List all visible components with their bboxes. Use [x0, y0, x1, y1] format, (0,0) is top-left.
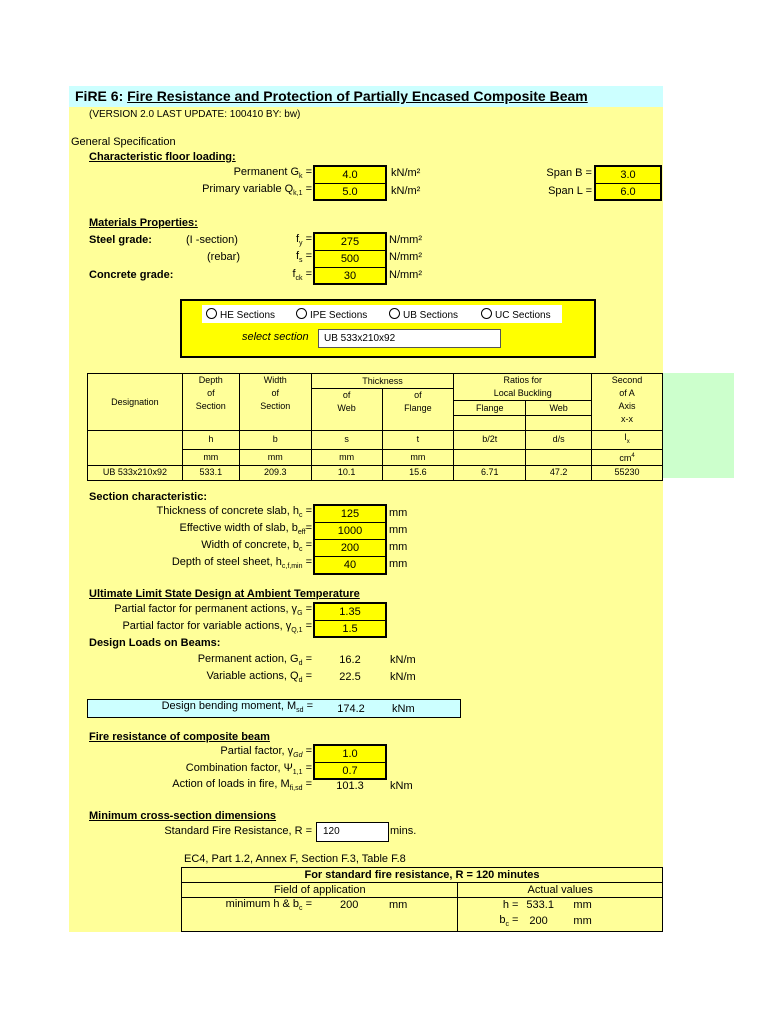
floor-loading-heading: Characteristic floor loading:	[89, 151, 236, 163]
sym-b: b	[239, 431, 311, 450]
fck-label: $f_{ck}$ =	[292, 268, 312, 283]
fy-unit: N/mm²	[389, 234, 422, 246]
fy-label: $f_y$ =	[295, 233, 312, 248]
symbol-spacer	[88, 431, 183, 466]
span-inputs	[594, 165, 662, 201]
ratios-h1: Ratios for	[503, 375, 542, 385]
web2-header: Web	[526, 401, 592, 416]
width-header	[239, 374, 311, 431]
radio-uc-sections[interactable]	[481, 308, 551, 321]
concrete-width-unit: mm	[389, 541, 408, 553]
action-fire-text: Action of loads in fire, M	[172, 778, 290, 790]
variable-label: Primary variable $Q_{k,1}$ =	[202, 183, 312, 198]
unit-t: mm	[382, 449, 454, 465]
uls-heading: Ultimate Limit State Design at Ambient Temperature	[89, 588, 360, 600]
fs-label: $f_s$ =	[295, 250, 312, 265]
fs-sub: s	[299, 257, 303, 265]
radio-uc-label: UC Sections	[495, 310, 551, 321]
fire-pf-sub: Gd	[293, 752, 303, 760]
pf-var-label: Partial factor for variable actions, $\gamma_{Q,1}$ =	[122, 620, 312, 635]
width-h2: of	[271, 388, 279, 398]
unit-b: mm	[239, 449, 311, 465]
steel-grade-label: Steel grade:	[89, 234, 152, 246]
sym-ds: d/s	[526, 431, 592, 450]
pf-var-sub: Q,1	[291, 627, 303, 635]
fck-sub: ck	[295, 275, 303, 283]
min-hb-sub: c	[299, 905, 303, 913]
cell-depth: 533.1	[182, 465, 239, 480]
cell-ratio-flange: 6.71	[454, 465, 526, 480]
cell-width: 209.3	[239, 465, 311, 480]
spanL-input[interactable]: 6.0	[620, 186, 636, 198]
axis-h1: Axis	[618, 401, 636, 411]
gd-value: 16.2	[339, 654, 361, 666]
unit-ix-sup: 4	[631, 452, 635, 459]
title-prefix: FiRE 6:	[75, 88, 128, 104]
psi-label: Combination factor, $\Psi_{1,1}$ =	[185, 762, 312, 777]
pf-var-input[interactable]: 1.5	[342, 623, 358, 635]
sym-s: s	[311, 431, 382, 450]
gd-sub: d	[298, 660, 303, 668]
permanent-label: Permanent $G_k$ =	[233, 166, 312, 181]
action-fire-unit: kNm	[390, 780, 413, 792]
cell-ratio-web: 47.2	[526, 465, 592, 480]
page-title	[75, 88, 588, 104]
radio-he-label: HE Sections	[220, 310, 276, 321]
table-overflow-fill	[663, 373, 734, 478]
slab-thickness-text: Thickness of concrete slab, h	[156, 505, 300, 517]
permanent-unit: kN/m²	[391, 167, 421, 179]
fire-resistance-unit: mins.	[390, 825, 417, 837]
gd-label: Permanent action, $G_d$ =	[197, 653, 312, 668]
unit-h: mm	[182, 449, 239, 465]
sym-h: h	[182, 431, 239, 450]
section-char-inputs	[313, 504, 387, 575]
qd-text: Variable actions, Q	[206, 670, 299, 682]
fire-resistance-table	[181, 867, 663, 932]
permanent-sub: k	[299, 173, 303, 181]
msd-unit: kNm	[392, 703, 415, 715]
steel-sheet-text: Depth of steel sheet, h	[171, 556, 282, 568]
web-h2: Web	[337, 403, 356, 413]
fck-unit: N/mm²	[389, 269, 422, 281]
slab-width-sub: eff	[297, 529, 306, 537]
spanB-input[interactable]: 3.0	[596, 167, 660, 184]
width-h1: Width	[263, 375, 287, 385]
cell-ix: 55230	[592, 465, 663, 480]
depth-header	[182, 374, 239, 431]
title-main: Fire Resistance and Protection of Partially Encased Composite Beam	[127, 88, 588, 104]
slab-width-text: Effective width of slab, b	[179, 522, 298, 534]
flange-h1: of	[414, 390, 422, 400]
h-label: h =	[502, 899, 519, 911]
materials-heading: Materials Properties:	[89, 217, 198, 229]
materials-inputs	[313, 232, 387, 285]
flange-h2: Flange	[404, 403, 432, 413]
min-hb-label: minimum h & $b_c$ =	[225, 898, 312, 913]
sym-ix	[592, 431, 663, 450]
ratios-h2: Local Buckling	[493, 388, 552, 398]
second-moment-header	[592, 374, 663, 431]
radio-ipe-sections[interactable]	[296, 308, 367, 321]
fire-pf-label: Partial factor, $\gamma_{Gd}$ =	[220, 745, 312, 760]
field-application-cell	[182, 898, 458, 932]
second-h1: Second	[611, 375, 643, 385]
concrete-width-text: Width of concrete, b	[201, 539, 300, 551]
slab-thickness-sub: c	[299, 512, 303, 520]
radio-circle-icon	[481, 308, 492, 319]
bc-label: $b_c$ =	[499, 914, 519, 929]
variable-unit: kN/m²	[391, 185, 421, 197]
action-fire-sub: fi,sd	[289, 785, 303, 793]
unit-ds	[526, 449, 592, 465]
title-bar	[69, 86, 663, 107]
concrete-width-sub: c	[299, 546, 303, 554]
sym-ix-text: I	[624, 432, 627, 442]
slab-thickness-unit: mm	[389, 507, 408, 519]
min-hb-value: 200	[340, 899, 359, 911]
table-row	[88, 465, 663, 480]
fs-input[interactable]: 500	[315, 251, 385, 268]
variable-sub: k,1	[293, 190, 303, 198]
design-moment-box	[87, 699, 461, 718]
sym-ix-sub: x	[626, 438, 630, 445]
web-h1: of	[342, 390, 351, 400]
permanent-input[interactable]: 4.0	[315, 167, 385, 184]
slab-width-label: Effective width of slab, $b_{eff}=$	[179, 522, 312, 537]
radio-ub-label: UB Sections	[403, 310, 459, 321]
min-hb-text: minimum h & b	[225, 898, 300, 910]
fire-pf-input[interactable]: 1.0	[315, 746, 385, 763]
spanB-label: Span B =	[546, 167, 592, 179]
ratios-header	[454, 374, 592, 401]
slab-thickness-label: Thickness of concrete slab, $h_c$ =	[156, 505, 312, 520]
action-fire-value: 101.3	[336, 780, 364, 792]
unit-ix-text: cm	[619, 452, 632, 463]
psi-input[interactable]: 0.7	[342, 765, 358, 777]
cell-designation: UB 533x210x92	[88, 465, 183, 480]
ec4-reference: EC4, Part 1.2, Annex F, Section F.3, Table F.8	[184, 853, 406, 865]
fire-factor-inputs	[313, 744, 387, 780]
psi-text: Combination factor, Ψ	[185, 762, 293, 774]
fy-text: f	[295, 233, 300, 245]
pf-perm-text: Partial factor for permanent actions, γ	[114, 603, 298, 615]
section-selector-panel	[180, 299, 596, 358]
h-unit: mm	[573, 899, 592, 911]
designation-header: Designation	[88, 374, 183, 431]
slab-thickness-input[interactable]: 125	[315, 506, 385, 523]
concrete-grade-label: Concrete grade:	[89, 269, 174, 281]
permanent-label-text: Permanent G	[233, 166, 300, 178]
unit-s: mm	[311, 449, 382, 465]
variable-input[interactable]: 5.0	[342, 186, 358, 198]
pf-perm-label: Partial factor for permanent actions, $\gamma_G$ =	[114, 603, 312, 618]
msd-text: Design bending moment, M	[161, 700, 297, 712]
fck-text: f	[292, 268, 296, 280]
concrete-width-label: Width of concrete, $b_c$ =	[201, 539, 312, 554]
radio-ipe-label: IPE Sections	[310, 310, 368, 321]
fy-sub: y	[299, 240, 303, 248]
fck-input[interactable]: 30	[343, 270, 357, 282]
steel-sheet-label: Depth of steel sheet, $h_{c,f,min}$ =	[171, 556, 312, 571]
section-type-radios	[202, 305, 562, 323]
floor-load-inputs	[313, 165, 387, 201]
fire-table-title: For standard fire resistance, R = 120 minutes	[182, 868, 663, 883]
version-line: (VERSION 2.0 LAST UPDATE: 100410 BY: bw)	[89, 109, 301, 120]
steel-sheet-sub: c,f,min	[281, 563, 303, 571]
ratio-spacer	[526, 416, 592, 431]
rebar-label: (rebar)	[207, 251, 241, 263]
sym-t: t	[382, 431, 454, 450]
thickness-header: Thickness	[311, 374, 454, 389]
ratio-spacer	[454, 416, 526, 431]
bc-text: b	[499, 914, 506, 926]
unit-b2t	[454, 449, 526, 465]
radio-circle-icon	[296, 308, 307, 319]
fy-input[interactable]: 275	[315, 234, 385, 251]
min-hb-unit: mm	[389, 899, 408, 911]
isection-label: (I -section)	[186, 234, 238, 246]
depth-h1: Depth	[198, 375, 223, 385]
section-properties-table	[87, 373, 663, 481]
bc-value: 200	[529, 915, 548, 927]
psi-sub: 1,1	[292, 769, 303, 777]
qd-unit: kN/m	[390, 671, 416, 683]
slab-width-input[interactable]: 1000	[315, 523, 385, 540]
pf-perm-sub: G	[297, 610, 303, 618]
fire-heading: Fire resistance of composite beam	[89, 731, 270, 743]
radio-ub-sections[interactable]	[389, 308, 458, 321]
web-header	[311, 389, 382, 431]
axis-h2: x-x	[621, 414, 634, 424]
variable-label-text: Primary variable Q	[202, 183, 294, 195]
fire-resistance-label: Standard Fire Resistance, R =	[164, 825, 312, 837]
section-char-heading: Section characteristic:	[89, 491, 207, 503]
qd-label: Variable actions, $Q_d$ =	[206, 670, 312, 685]
radio-he-sections[interactable]	[206, 308, 275, 321]
general-heading: General Specification	[71, 136, 176, 148]
unit-ix	[592, 449, 663, 465]
radio-circle-icon	[206, 308, 217, 319]
msd-sub: sd	[296, 707, 304, 715]
second-h2: of A	[619, 388, 635, 398]
msd-value: 174.2	[337, 703, 365, 715]
concrete-width-input[interactable]: 200	[315, 540, 385, 557]
depth-h2: of	[207, 388, 215, 398]
flange-header	[382, 389, 454, 431]
actual-values-header: Actual values	[458, 883, 663, 898]
fire-pf-text: Partial factor, γ	[220, 745, 294, 757]
field-application-header: Field of application	[182, 883, 458, 898]
msd-label: Design bending moment, $M_{sd}$ =	[161, 700, 313, 715]
steel-sheet-unit: mm	[389, 558, 408, 570]
fire-resistance-input[interactable]: 120	[316, 822, 389, 842]
fs-unit: N/mm²	[389, 251, 422, 263]
min-dims-heading: Minimum cross-section dimensions	[89, 810, 277, 822]
fs-text: f	[295, 250, 300, 262]
flange2-header: Flange	[454, 401, 526, 416]
gd-unit: kN/m	[390, 654, 416, 666]
depth-h3: Section	[195, 401, 226, 411]
cell-flange: 15.6	[382, 465, 454, 480]
pf-perm-input[interactable]: 1.35	[315, 604, 385, 621]
uls-factor-inputs	[313, 602, 387, 638]
actual-values-cell	[458, 898, 663, 932]
design-loads-heading: Design Loads on Beams:	[89, 637, 221, 649]
slab-width-unit: mm	[389, 524, 408, 536]
qd-value: 22.5	[339, 671, 361, 683]
pf-var-text: Partial factor for variable actions, γ	[122, 620, 292, 632]
h-value: 533.1	[526, 899, 554, 911]
qd-sub: d	[298, 677, 303, 685]
action-fire-label: Action of loads in fire, $M_{fi,sd}$ =	[172, 778, 312, 793]
radio-circle-icon	[389, 308, 400, 319]
bc-unit: mm	[573, 915, 592, 927]
select-section-label: select section	[242, 331, 309, 343]
sym-b2t: b/2t	[454, 431, 526, 450]
spanL-label: Span L =	[548, 185, 592, 197]
steel-sheet-input[interactable]: 40	[343, 559, 357, 571]
cell-web: 10.1	[311, 465, 382, 480]
bc-sub: c	[505, 921, 509, 929]
gd-text: Permanent action, G	[197, 653, 299, 665]
section-select[interactable]: UB 533x210x92	[318, 329, 501, 348]
width-h3: Section	[260, 401, 291, 411]
